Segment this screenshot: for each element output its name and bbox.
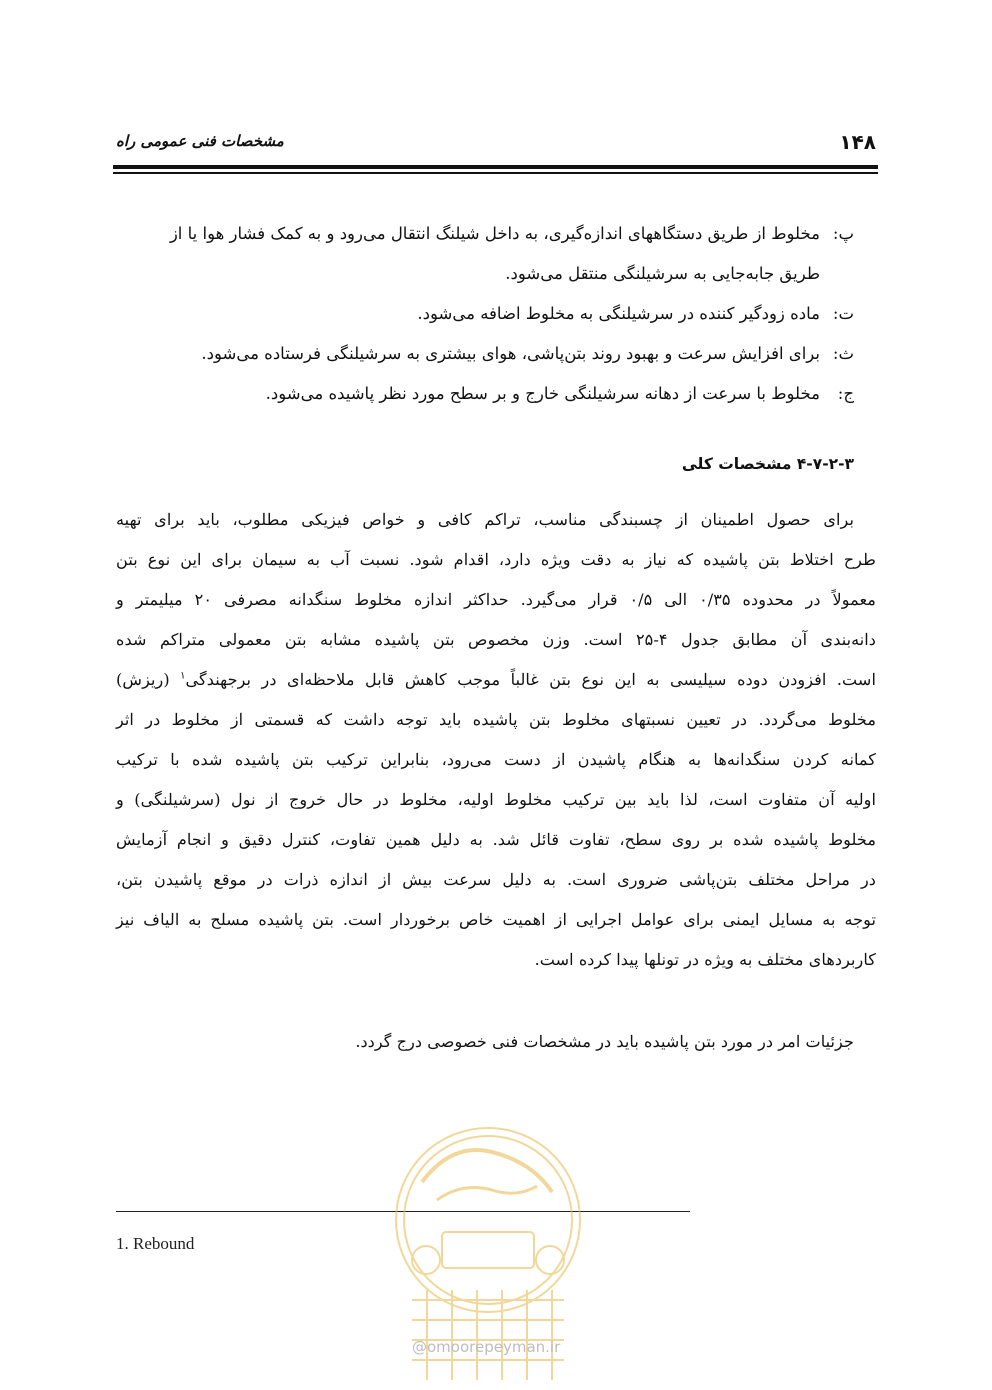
list-item — [128, 334, 854, 374]
paragraph-line: برای حصول اطمینان از چسبندگی مناسب، تراکم کافی و خواص فیزیکی مطلوب، باید برای تهیه — [116, 510, 854, 529]
list-item — [128, 294, 854, 334]
closing-sentence: جزئیات امر در مورد بتن پاشیده باید در مشخصات فنی خصوصی درج گردد. — [355, 1032, 854, 1051]
paragraph-line-text: است. افزودن دوده سیلیسی به این نوع بتن غالباً موجب کاهش قابل ملاحظه‌ای در برجهندگی — [185, 670, 876, 689]
paragraph-line: در مراحل مختلف بتن‌پاشی ضروری است. به دلیل سرعت بیش از اندازه ذرات در موقع پاشیدن بتن، — [116, 870, 876, 889]
paragraph-line: توجه به مسایل ایمنی برای عوامل اجرایی از اهمیت خاص برخوردار است. بتن پاشیده مسلح به الیاف نیز — [116, 910, 876, 929]
paragraph-line: دانه‌بندی آن مطابق جدول ۴-۲۵ است. وزن مخصوص بتن پاشیده مشابه بتن معمولی متراکم شده — [116, 630, 876, 649]
footnote: 1. Rebound — [116, 1234, 195, 1253]
list-marker: ث: — [832, 344, 854, 363]
paragraph-line: اولیه آن متفاوت است، لذا باید بین ترکیب مخلوط اولیه، مخلوط در حال خروج از نول (سرشیلنگی) و — [116, 790, 876, 809]
lettered-list — [128, 214, 854, 414]
list-marker: ت: — [832, 304, 854, 323]
paragraph-line: کمانه کردن سنگدانه‌ها به هنگام پاشیدن از دست می‌رود، بنابراین ترکیب بتن پاشیده شده با ترکیب — [116, 750, 876, 769]
paragraph-line: طرح اختلاط بتن پاشیده که نیاز به دقت ویژه دارد، اقدام شود. نسبت آب به سیمان برای این نوع بتن — [116, 550, 876, 569]
paragraph-line — [116, 660, 876, 700]
paragraph-line: مخلوط پاشیده شده بر روی سطح، تفاوت قائل شد. به دلیل همین تفاوت، کنترل دقیق و انجام آزمایش — [116, 830, 876, 849]
paragraph-line: معمولاً در محدوده ۰/۳۵ الی ۰/۵ قرار می‌گیرد. حداکثر اندازه مخلوط سنگدانه مصرفی ۲۰ میلیمتر و — [116, 590, 876, 609]
header-rule-thin — [113, 172, 878, 174]
list-item-line: ماده زودگیر کننده در سرشیلنگی به مخلوط اضافه می‌شود. — [417, 304, 820, 323]
list-item — [128, 214, 854, 294]
paragraph-line: مخلوط می‌گردد. در تعیین نسبتهای مخلوط بتن پاشیده باید توجه داشت که قسمتی از مخلوط در اثر — [116, 710, 876, 729]
parenthetical-term: (ریزش) — [116, 670, 170, 689]
watermark-caption — [412, 1338, 560, 1356]
footnote-reference: ۱ — [180, 670, 186, 682]
page-number: ۱۴۸ — [839, 130, 876, 154]
list-item-line: برای افزایش سرعت و بهبود روند بتن‌پاشی، هوای بیشتری به سرشیلنگی فرستاده می‌شود. — [201, 344, 820, 363]
at-icon: @ — [412, 1338, 427, 1356]
list-marker: پ: — [832, 224, 854, 243]
header-rule-thick — [113, 165, 878, 169]
list-item — [128, 374, 854, 414]
list-item-line: مخلوط با سرعت از دهانه سرشیلنگی خارج و بر سطح مورد نظر پاشیده می‌شود. — [265, 384, 820, 403]
body-paragraph — [116, 500, 876, 980]
list-item-line: طریق جابه‌جایی به سرشیلنگی منتقل می‌شود. — [505, 264, 820, 283]
section-heading: ۴-۷-۲-۳ مشخصات کلی — [681, 455, 854, 473]
running-title: مشخصات فنی عمومی راه — [116, 132, 284, 150]
list-marker: ج: — [837, 384, 854, 403]
list-item-line: مخلوط از طریق دستگاههای اندازه‌گیری، به داخل شیلنگ انتقال می‌رود و به کمک فشار هوا یا از — [169, 224, 820, 243]
paragraph-line: کاربردهای مختلف به ویژه در تونلها پیدا کرده است. — [534, 950, 876, 969]
watermark-site: omoorepeyman.ir — [427, 1338, 561, 1356]
